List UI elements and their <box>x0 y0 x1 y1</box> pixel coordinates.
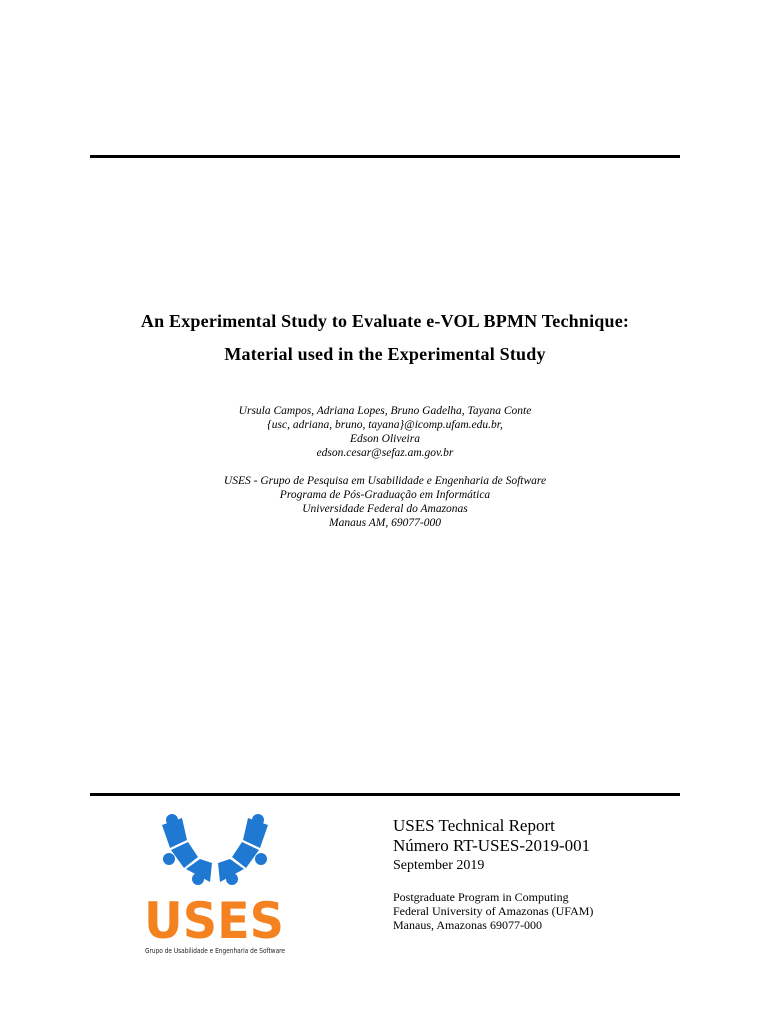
report-address: Manaus, Amazonas 69077-000 <box>393 918 542 932</box>
author-emails: {usc, adriana, bruno, tayana}@icomp.ufam.edu.br, <box>267 419 503 431</box>
report-info <box>393 816 723 932</box>
report-title-line-2: Material used in the Experimental Study <box>224 344 546 364</box>
report-university: Federal University of Amazonas (UFAM) <box>393 904 594 918</box>
logo-wordmark: USES <box>144 892 284 950</box>
affiliation-university: Universidade Federal do Amazonas <box>302 503 468 515</box>
uses-logo <box>140 810 290 956</box>
report-program: Postgraduate Program in Computing <box>393 890 569 904</box>
report-title-line-1: An Experimental Study to Evaluate e-VOL BPMN Technique: <box>140 311 630 331</box>
report-institution <box>393 890 723 932</box>
affiliation-group: USES - Grupo de Pesquisa em Usabilidade e Engenharia de Software <box>223 475 547 487</box>
authors-block <box>0 404 770 460</box>
report-date: September 2019 <box>393 858 485 873</box>
author-extra-email: edson.cesar@sefaz.am.gov.br <box>316 447 454 459</box>
top-rule <box>90 155 680 158</box>
logo-figures-icon <box>162 814 268 885</box>
report-series-title: USES Technical Report <box>393 816 555 835</box>
author-names: Ursula Campos, Adriana Lopes, Bruno Gadelha, Tayana Conte <box>238 405 532 417</box>
author-extra-name: Edson Oliveira <box>350 433 420 445</box>
report-number: Número RT-USES-2019-001 <box>393 836 591 855</box>
affiliation-block <box>0 474 770 530</box>
logo-tagline: Grupo de Usabilidade e Engenharia de Software <box>145 946 286 955</box>
affiliation-program: Programa de Pós-Graduação em Informática <box>279 489 491 501</box>
affiliation-city: Manaus AM, 69077-000 <box>329 517 441 529</box>
bottom-rule <box>90 793 680 796</box>
